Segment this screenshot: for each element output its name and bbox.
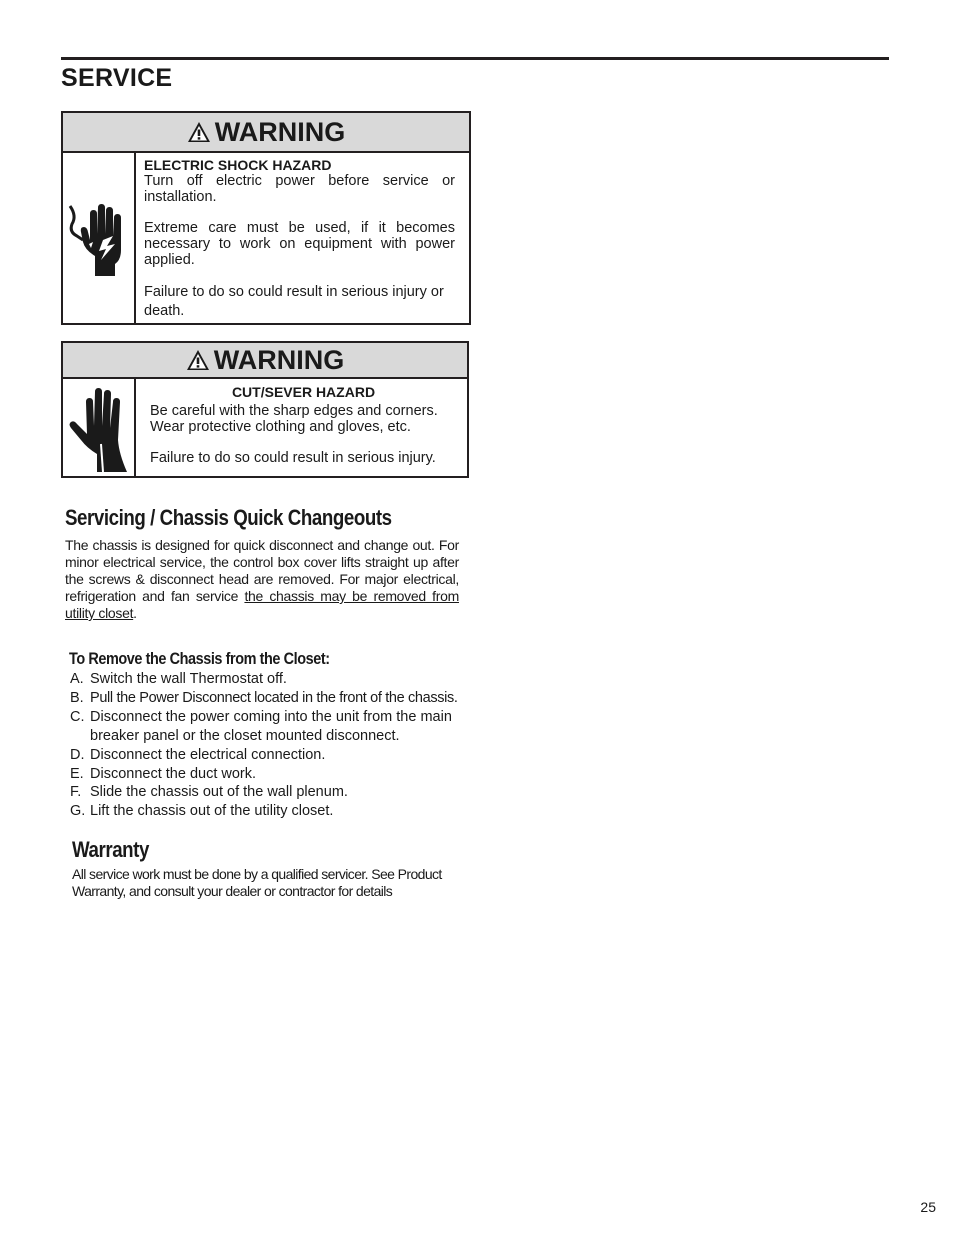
servicing-underlined-text: the chassis may be removed from utility closet <box>65 588 459 621</box>
hazard-title: CUT/SEVER HAZARD <box>231 384 376 400</box>
servicing-text-end: . <box>133 605 137 621</box>
warning-triangle-icon <box>187 121 211 143</box>
hazard-title: ELECTRIC SHOCK HAZARD <box>144 157 332 173</box>
warning-text: Extreme care must be used, if it becomes necessary to work on equipment with power applied. <box>144 220 455 268</box>
warning-text: Be careful with the sharp edges and corners. <box>150 403 438 419</box>
warning-header <box>63 343 467 379</box>
cut-sever-warning-box <box>61 341 469 478</box>
warning-header-text: WARNING <box>214 116 346 147</box>
warranty-text: All service work must be done by a qualified servicer. See Product Warranty, and consult your dealer or contractor for details <box>72 866 442 899</box>
servicing-paragraph <box>65 537 459 622</box>
warning-triangle-icon <box>186 349 210 371</box>
warning-text: Failure to do so could result in serious injury or death. <box>144 284 444 319</box>
step-text: Disconnect the duct work. <box>90 765 257 782</box>
cut-hand-icon <box>63 377 136 476</box>
step-text: Slide the chassis out of the wall plenum. <box>90 784 348 801</box>
electric-shock-warning-box <box>61 111 471 325</box>
top-rule <box>61 57 889 60</box>
list-item <box>70 670 510 689</box>
servicing-heading: Servicing / Chassis Quick Changeouts <box>65 505 392 530</box>
step-text: Disconnect the power coming into the unit from the main breaker panel or the closet mounted disconnect. <box>90 708 452 744</box>
step-text: Switch the wall Thermostat off. <box>90 671 287 687</box>
list-item <box>70 783 510 802</box>
step-text: Lift the chassis out of the utility closet. <box>90 803 334 820</box>
step-text: Disconnect the electrical connection. <box>90 746 326 763</box>
list-item <box>70 746 510 765</box>
page-title: SERVICE <box>61 64 173 92</box>
remove-chassis-heading: To Remove the Chassis from the Closet: <box>69 649 330 668</box>
step-letter: D. <box>70 746 85 763</box>
electric-shock-hand-icon <box>63 151 136 323</box>
remove-steps-list <box>70 670 510 821</box>
step-letter: C. <box>70 708 85 725</box>
servicing-text: The chassis is designed for quick disconnect and change out. For minor electrical service, the control box cover lifts straight up after the screws & disconnect head are removed. For major electrical, refrigeration and fan service <box>65 537 459 604</box>
warning-text: Failure to do so could result in serious injury. <box>150 450 436 466</box>
warning-text: Turn off electric power before service or installation. <box>144 173 455 205</box>
list-item <box>70 765 510 784</box>
step-letter: A. <box>70 671 84 687</box>
list-item <box>70 708 510 746</box>
warranty-heading: Warranty <box>72 837 149 862</box>
step-letter: B. <box>70 689 84 706</box>
step-text: Pull the Power Disconnect located in the front of the chassis. <box>90 689 458 706</box>
warning-text: Wear protective clothing and gloves, etc. <box>150 419 411 435</box>
list-item <box>70 689 510 708</box>
step-letter: E. <box>70 765 84 782</box>
page-number: 25 <box>920 1199 936 1215</box>
warning-header-text: WARNING <box>213 344 345 375</box>
warning-header <box>63 113 469 153</box>
list-item <box>70 802 510 821</box>
step-letter: F. <box>70 784 82 801</box>
step-letter: G. <box>70 803 86 820</box>
